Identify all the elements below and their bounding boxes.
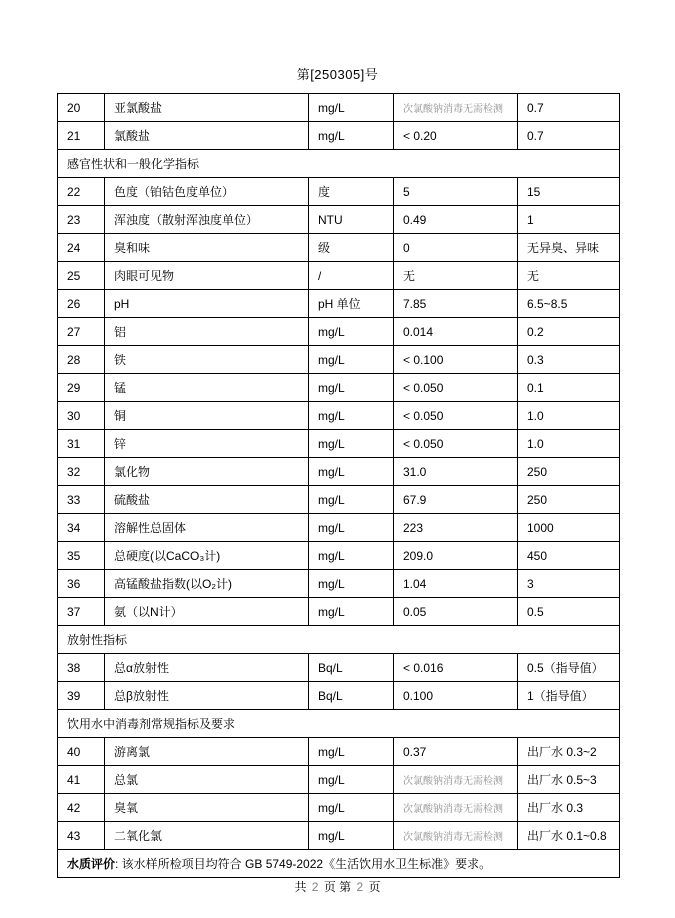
section-row [58, 710, 620, 738]
limit-value-cell: 1.0 [518, 402, 620, 430]
row-number-cell: 25 [58, 262, 105, 290]
evaluation-text: : 该水样所检项目均符合 GB 5749-2022《生活饮用水卫生标准》要求。 [115, 857, 492, 871]
measured-value-cell [394, 766, 518, 794]
limit-value-cell: 0.5（指导值） [518, 654, 620, 682]
measured-value-cell: < 0.050 [394, 374, 518, 402]
unit-cell: mg/L [309, 738, 394, 766]
table-row [58, 570, 620, 598]
table-row [58, 458, 620, 486]
evaluation-label: 水质评价 [67, 857, 116, 871]
parameter-name-cell: 溶解性总固体 [105, 514, 309, 542]
table-row [58, 318, 620, 346]
water-quality-table-body [58, 94, 620, 878]
unit-cell: mg/L [309, 430, 394, 458]
limit-value-cell: 1.0 [518, 430, 620, 458]
parameter-name-cell: 总硬度(以CaCO₃计) [105, 542, 309, 570]
parameter-name-cell: 锰 [105, 374, 309, 402]
limit-value-cell: 0.7 [518, 122, 620, 150]
measured-value-cell: 0.49 [394, 206, 518, 234]
limit-value-cell: 1（指导值） [518, 682, 620, 710]
unit-cell: mg/L [309, 122, 394, 150]
measured-value-cell: 5 [394, 178, 518, 206]
parameter-name-cell: pH [105, 290, 309, 318]
unit-cell: mg/L [309, 94, 394, 122]
parameter-name-cell: 铜 [105, 402, 309, 430]
footer-total-prefix: 共 [294, 880, 307, 894]
parameter-name-cell: 色度（铂钴色度单位） [105, 178, 309, 206]
parameter-name-cell: 臭氧 [105, 794, 309, 822]
parameter-name-cell: 二氧化氯 [105, 822, 309, 850]
parameter-name-cell: 游离氯 [105, 738, 309, 766]
unit-cell: mg/L [309, 402, 394, 430]
table-row [58, 374, 620, 402]
row-number-cell: 43 [58, 822, 105, 850]
unit-cell: / [309, 262, 394, 290]
limit-value-cell: 1000 [518, 514, 620, 542]
table-row [58, 822, 620, 850]
limit-value-cell: 250 [518, 458, 620, 486]
parameter-name-cell: 亚氯酸盐 [105, 94, 309, 122]
footer-middle: 页 第 [323, 880, 352, 894]
measured-value-cell: < 0.20 [394, 122, 518, 150]
parameter-name-cell: 总氯 [105, 766, 309, 794]
measured-value-cell: 0.05 [394, 598, 518, 626]
limit-value-cell: 出厂水 0.3 [518, 794, 620, 822]
parameter-name-cell: 浑浊度（散射浑浊度单位） [105, 206, 309, 234]
limit-value-cell: 0.5 [518, 598, 620, 626]
measured-value-cell [394, 822, 518, 850]
unit-cell: mg/L [309, 570, 394, 598]
table-row [58, 206, 620, 234]
row-number-cell: 41 [58, 766, 105, 794]
limit-value-cell: 出厂水 0.5~3 [518, 766, 620, 794]
table-row [58, 514, 620, 542]
measured-value-cell: 223 [394, 514, 518, 542]
parameter-name-cell: 高锰酸盐指数(以O₂计) [105, 570, 309, 598]
no-test-note: 次氯酸钠消毒无需检测 [403, 776, 503, 787]
section-header-cell: 饮用水中消毒剂常规指标及要求 [58, 710, 620, 738]
unit-cell: mg/L [309, 766, 394, 794]
row-number-cell: 24 [58, 234, 105, 262]
measured-value-cell: 0.014 [394, 318, 518, 346]
unit-cell: Bq/L [309, 654, 394, 682]
table-row [58, 234, 620, 262]
row-number-cell: 35 [58, 542, 105, 570]
measured-value-cell: 无 [394, 262, 518, 290]
row-number-cell: 36 [58, 570, 105, 598]
row-number-cell: 26 [58, 290, 105, 318]
measured-value-cell: 7.85 [394, 290, 518, 318]
row-number-cell: 42 [58, 794, 105, 822]
table-row [58, 766, 620, 794]
no-test-note: 次氯酸钠消毒无需检测 [403, 832, 503, 843]
measured-value-cell: < 0.016 [394, 654, 518, 682]
parameter-name-cell: 铝 [105, 318, 309, 346]
footer-current-page: 2 [356, 880, 364, 894]
table-row [58, 738, 620, 766]
row-number-cell: 30 [58, 402, 105, 430]
unit-cell: mg/L [309, 794, 394, 822]
limit-value-cell: 6.5~8.5 [518, 290, 620, 318]
limit-value-cell: 15 [518, 178, 620, 206]
table-row [58, 794, 620, 822]
measured-value-cell: 0.37 [394, 738, 518, 766]
evaluation-cell [58, 850, 620, 878]
unit-cell: pH 单位 [309, 290, 394, 318]
parameter-name-cell: 铁 [105, 346, 309, 374]
measured-value-cell: 67.9 [394, 486, 518, 514]
limit-value-cell: 无 [518, 262, 620, 290]
table-row [58, 94, 620, 122]
measured-value-cell: 0 [394, 234, 518, 262]
table-row [58, 430, 620, 458]
table-row [58, 682, 620, 710]
limit-value-cell: 出厂水 0.1~0.8 [518, 822, 620, 850]
measured-value-cell [394, 794, 518, 822]
page-footer [0, 878, 675, 895]
limit-value-cell: 出厂水 0.3~2 [518, 738, 620, 766]
row-number-cell: 29 [58, 374, 105, 402]
unit-cell: Bq/L [309, 682, 394, 710]
section-row [58, 150, 620, 178]
measured-value-cell: 209.0 [394, 542, 518, 570]
table-row [58, 178, 620, 206]
unit-cell: mg/L [309, 318, 394, 346]
measured-value-cell: < 0.050 [394, 402, 518, 430]
unit-cell: 度 [309, 178, 394, 206]
parameter-name-cell: 氨（以N计） [105, 598, 309, 626]
parameter-name-cell: 肉眼可见物 [105, 262, 309, 290]
row-number-cell: 28 [58, 346, 105, 374]
limit-value-cell: 0.7 [518, 94, 620, 122]
limit-value-cell: 0.3 [518, 346, 620, 374]
section-row [58, 626, 620, 654]
row-number-cell: 31 [58, 430, 105, 458]
row-number-cell: 22 [58, 178, 105, 206]
unit-cell: mg/L [309, 374, 394, 402]
measured-value-cell [394, 94, 518, 122]
unit-cell: mg/L [309, 458, 394, 486]
table-row [58, 402, 620, 430]
row-number-cell: 39 [58, 682, 105, 710]
row-number-cell: 32 [58, 458, 105, 486]
section-header-cell: 放射性指标 [58, 626, 620, 654]
no-test-note: 次氯酸钠消毒无需检测 [403, 104, 503, 115]
limit-value-cell: 250 [518, 486, 620, 514]
table-row [58, 598, 620, 626]
unit-cell: mg/L [309, 346, 394, 374]
unit-cell: 级 [309, 234, 394, 262]
limit-value-cell: 1 [518, 206, 620, 234]
limit-value-cell: 0.1 [518, 374, 620, 402]
footer-suffix: 页 [368, 880, 381, 894]
parameter-name-cell: 氯化物 [105, 458, 309, 486]
table-row [58, 290, 620, 318]
table-row [58, 122, 620, 150]
parameter-name-cell: 锌 [105, 430, 309, 458]
measured-value-cell: 31.0 [394, 458, 518, 486]
table-row [58, 654, 620, 682]
parameter-name-cell: 硫酸盐 [105, 486, 309, 514]
row-number-cell: 33 [58, 486, 105, 514]
report-number-title: 第[250305]号 [296, 67, 379, 82]
footer-total-pages: 2 [311, 880, 319, 894]
unit-cell: mg/L [309, 822, 394, 850]
parameter-name-cell: 臭和味 [105, 234, 309, 262]
parameter-name-cell: 总α放射性 [105, 654, 309, 682]
measured-value-cell: < 0.050 [394, 430, 518, 458]
measured-value-cell: 0.100 [394, 682, 518, 710]
unit-cell: mg/L [309, 514, 394, 542]
row-number-cell: 21 [58, 122, 105, 150]
evaluation-row [58, 850, 620, 878]
unit-cell: mg/L [309, 542, 394, 570]
limit-value-cell: 3 [518, 570, 620, 598]
limit-value-cell: 450 [518, 542, 620, 570]
row-number-cell: 27 [58, 318, 105, 346]
table-row [58, 262, 620, 290]
row-number-cell: 23 [58, 206, 105, 234]
row-number-cell: 34 [58, 514, 105, 542]
section-header-cell: 感官性状和一般化学指标 [58, 150, 620, 178]
parameter-name-cell: 总β放射性 [105, 682, 309, 710]
unit-cell: NTU [309, 206, 394, 234]
table-row [58, 346, 620, 374]
measured-value-cell: 1.04 [394, 570, 518, 598]
water-quality-table [57, 93, 620, 878]
no-test-note: 次氯酸钠消毒无需检测 [403, 804, 503, 815]
row-number-cell: 40 [58, 738, 105, 766]
row-number-cell: 37 [58, 598, 105, 626]
table-row [58, 486, 620, 514]
measured-value-cell: < 0.100 [394, 346, 518, 374]
row-number-cell: 20 [58, 94, 105, 122]
row-number-cell: 38 [58, 654, 105, 682]
parameter-name-cell: 氯酸盐 [105, 122, 309, 150]
limit-value-cell: 0.2 [518, 318, 620, 346]
unit-cell: mg/L [309, 598, 394, 626]
unit-cell: mg/L [309, 486, 394, 514]
table-row [58, 542, 620, 570]
limit-value-cell: 无异臭、异味 [518, 234, 620, 262]
